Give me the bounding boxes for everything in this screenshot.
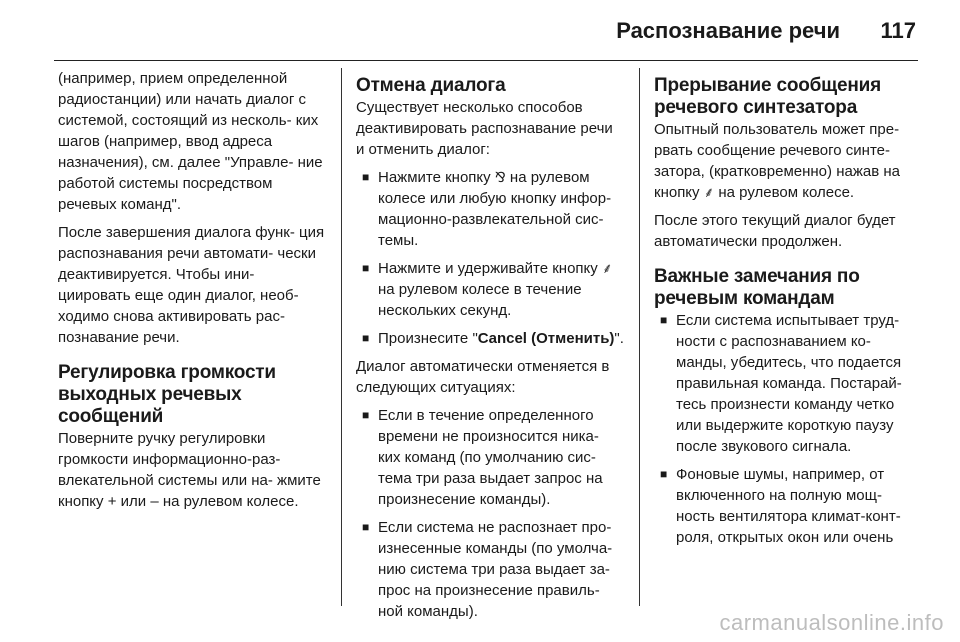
list-item-text: на рулевом колесе или любую кнопку инфор- мационно-развлекательной сис- темы. bbox=[378, 169, 612, 249]
paragraph-text: Опытный пользователь может пре- рвать сообщение речевого синте- затора, (кратковременно) нажав на кнопку bbox=[654, 121, 900, 201]
paragraph-continue: После этого текущий диалог будет автоматически продолжен. bbox=[654, 212, 896, 250]
page-number: 117 bbox=[880, 18, 916, 43]
list-item-text: Если система испытывает труд- ности с распознаванием ко- манды, убедитесь, что подается правильная команда. Постарай- тесь произнести команду четко или выдержите короткую паузу после звукового сигнала. bbox=[676, 312, 902, 455]
voice-button-icon: ⸙ bbox=[703, 184, 715, 200]
list-item-text: Фоновые шумы, например, от включенного на полную мощ- ность вентилятора климат-конт- роля, открытых окон или очень bbox=[676, 466, 901, 546]
voice-button-icon: ⸙ bbox=[601, 260, 613, 276]
cancel-methods-list bbox=[356, 167, 624, 349]
list-item-text: Если система не распознает про- изнесенные команды (по умолча- нию система три раза выдает за- прос на произнесение правиль- ной команды). bbox=[378, 519, 613, 620]
list-item-text: Если в течение определенного времени не произносится ника- ких команд (по умолчанию сис- тема три раза выдает запрос на произнесение команды). bbox=[378, 407, 603, 508]
paragraph-volume: Поверните ручку регулировки громкости информационно-раз- влекательной системы или на- жмите кнопку + или – на рулевом колесе. bbox=[58, 430, 321, 510]
list-item-text: Нажмите кнопку bbox=[378, 169, 491, 186]
heading-interrupt: Прерывание сообщения речевого синтезатора bbox=[654, 75, 882, 118]
list-item bbox=[654, 464, 922, 548]
list-item bbox=[356, 405, 624, 510]
page-title: Распознавание речи bbox=[616, 18, 840, 43]
list-item-text: Произнесите " bbox=[378, 330, 478, 347]
list-item-text: Нажмите и удерживайте кнопку bbox=[378, 260, 598, 277]
bullet-icon: ■ bbox=[362, 331, 370, 345]
paragraph-interrupt bbox=[654, 119, 922, 203]
watermark: carmanualsonline.info bbox=[719, 610, 944, 635]
heading-volume: Регулировка громкости выходных речевых сообщений bbox=[58, 362, 276, 427]
list-item bbox=[356, 167, 624, 251]
header-divider bbox=[54, 60, 918, 61]
bullet-icon: ■ bbox=[362, 520, 370, 534]
list-item-text: ". bbox=[614, 330, 624, 347]
list-item bbox=[654, 310, 922, 457]
bullet-icon: ■ bbox=[362, 408, 370, 422]
column-2 bbox=[356, 68, 624, 629]
heading-cancel-dialog: Отмена диалога bbox=[356, 75, 506, 96]
column-divider-left bbox=[341, 68, 342, 606]
list-item bbox=[356, 328, 624, 349]
notes-list bbox=[654, 310, 922, 548]
column-1 bbox=[58, 68, 328, 519]
paragraph-text: на рулевом колесе. bbox=[718, 184, 855, 201]
list-item-text: на рулевом колесе в течение нескольких секунд. bbox=[378, 281, 582, 319]
auto-cancel-list bbox=[356, 405, 624, 622]
column-divider-right bbox=[639, 68, 640, 606]
paragraph-cancel-intro: Существует несколько способов деактивировать распознавание речи и отменить диалог: bbox=[356, 99, 613, 158]
bullet-icon: ■ bbox=[362, 261, 370, 275]
column-3 bbox=[654, 68, 922, 555]
bullet-icon: ■ bbox=[362, 170, 370, 184]
heading-important-notes: Важные замечания по речевым командам bbox=[654, 266, 860, 309]
paragraph-auto-cancel: Диалог автоматически отменяется в следующих ситуациях: bbox=[356, 358, 610, 396]
list-item bbox=[356, 517, 624, 622]
bullet-icon: ■ bbox=[660, 313, 668, 327]
hang-up-icon: ⅋ bbox=[494, 169, 506, 185]
cancel-command: Cancel (Отменить) bbox=[477, 330, 615, 347]
paragraph-auto-deactivate: После завершения диалога функ- ция распознавания речи автомати- чески деактивируется. Чтобы ини- циировать еще один диалог, необ- ходимо снова активировать рас- познавание речи. bbox=[58, 224, 325, 346]
paragraph-dialog-start: (например, прием определенной радиостанции) или начать диалог с системой, состоящий из несколь- ких шагов (например, ввод адреса назначения), см. далее "Управле- ние работой системы посредством речевых команд". bbox=[58, 70, 323, 213]
bullet-icon: ■ bbox=[660, 467, 668, 481]
list-item bbox=[356, 258, 624, 321]
